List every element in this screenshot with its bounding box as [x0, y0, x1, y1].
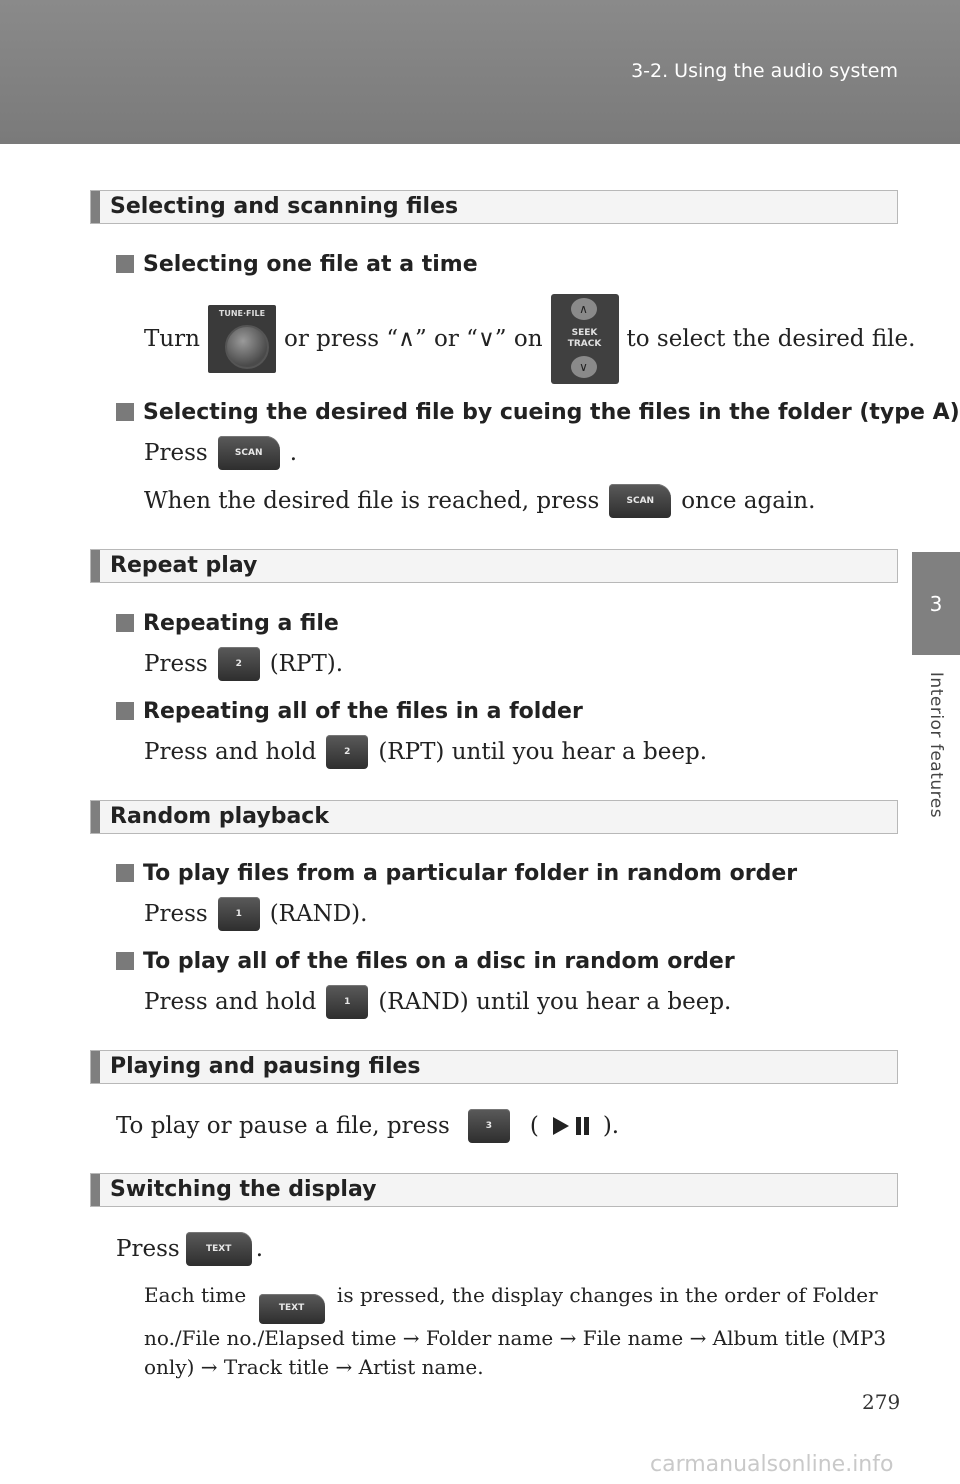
- chapter-label: Interior features: [926, 671, 946, 819]
- section-accent: [91, 1051, 100, 1083]
- section-random-playback: [90, 800, 898, 834]
- page-header: [0, 0, 960, 144]
- chevron-up-icon: ∧: [571, 298, 597, 320]
- instruction-line: Press and hold 1 (RAND) until you hear a beep.: [144, 985, 731, 1019]
- section-title: Selecting and scanning files: [110, 194, 459, 219]
- instruction-line: When the desired file is reached, press SCAN once again.: [144, 484, 815, 518]
- preset-2-button-icon: 2: [218, 647, 260, 681]
- instruction-line: Press SCAN .: [144, 436, 297, 470]
- section-accent: [91, 550, 100, 582]
- section-switch-display: [90, 1173, 898, 1207]
- scan-button-icon: SCAN: [218, 436, 280, 470]
- section-repeat-play: [90, 549, 898, 583]
- tune-file-knob-icon: TUNE·FILE: [208, 305, 276, 373]
- section-selecting-scanning: [90, 190, 898, 224]
- square-bullet-icon: [116, 864, 134, 882]
- square-bullet-icon: [116, 403, 134, 421]
- preset-1-button-icon: 1: [218, 897, 260, 931]
- instruction-line: Turn TUNE·FILE or press “∧” or “∨” on ∧ SEEK TRACK ∨ to select the desired file.: [144, 294, 915, 384]
- square-bullet-icon: [116, 952, 134, 970]
- subheading-repeat-file: Repeating a file: [116, 611, 339, 636]
- text-button-icon: TEXT: [186, 1232, 252, 1266]
- square-bullet-icon: [116, 702, 134, 720]
- instruction-line: Press and hold 2 (RPT) until you hear a beep.: [144, 735, 707, 769]
- section-accent: [91, 801, 100, 833]
- section-title: Repeat play: [110, 553, 258, 578]
- preset-1-button-icon: 1: [326, 985, 368, 1019]
- section-accent: [91, 1174, 100, 1206]
- chapter-tab: [912, 552, 960, 655]
- watermark: carmanualsonline.info: [650, 1452, 894, 1477]
- display-order-note: Each time TEXT is pressed, the display changes in the order of Folder no./File no./Elapsed time → Folder name → File name → Album title (MP3 only) → Track title → Artist name.: [144, 1283, 887, 1379]
- preset-3-button-icon: 3: [468, 1109, 510, 1143]
- instruction-line: Press 1 (RAND).: [144, 897, 367, 931]
- section-title: Switching the display: [110, 1177, 377, 1202]
- square-bullet-icon: [116, 614, 134, 632]
- subheading-random-folder: To play files from a particular folder in random order: [116, 861, 797, 886]
- section-play-pause: [90, 1050, 898, 1084]
- instruction-line: To play or pause a file, press 3 ( ).: [116, 1109, 619, 1143]
- chevron-down-icon: ∨: [571, 356, 597, 378]
- subheading-cueing: Selecting the desired file by cueing the files in the folder (type A): [116, 400, 960, 425]
- section-title: Playing and pausing files: [110, 1054, 421, 1079]
- scan-button-icon: SCAN: [609, 484, 671, 518]
- header-title: 3-2. Using the audio system: [631, 60, 898, 82]
- subheading-random-disc: To play all of the files on a disc in random order: [116, 949, 735, 974]
- instruction-line: Press 2 (RPT).: [144, 647, 343, 681]
- text-button-icon: TEXT: [259, 1294, 325, 1324]
- page-number: 279: [862, 1390, 901, 1414]
- square-bullet-icon: [116, 255, 134, 273]
- subheading-one-file: Selecting one file at a time: [116, 252, 478, 277]
- section-title: Random playback: [110, 804, 329, 829]
- subheading-repeat-folder: Repeating all of the files in a folder: [116, 699, 583, 724]
- section-accent: [91, 191, 100, 223]
- preset-2-button-icon: 2: [326, 735, 368, 769]
- chapter-number: 3: [929, 591, 943, 616]
- instruction-line: Press TEXT .: [116, 1232, 263, 1266]
- play-pause-icon: [553, 1117, 589, 1135]
- seek-track-button-icon: ∧ SEEK TRACK ∨: [551, 294, 619, 384]
